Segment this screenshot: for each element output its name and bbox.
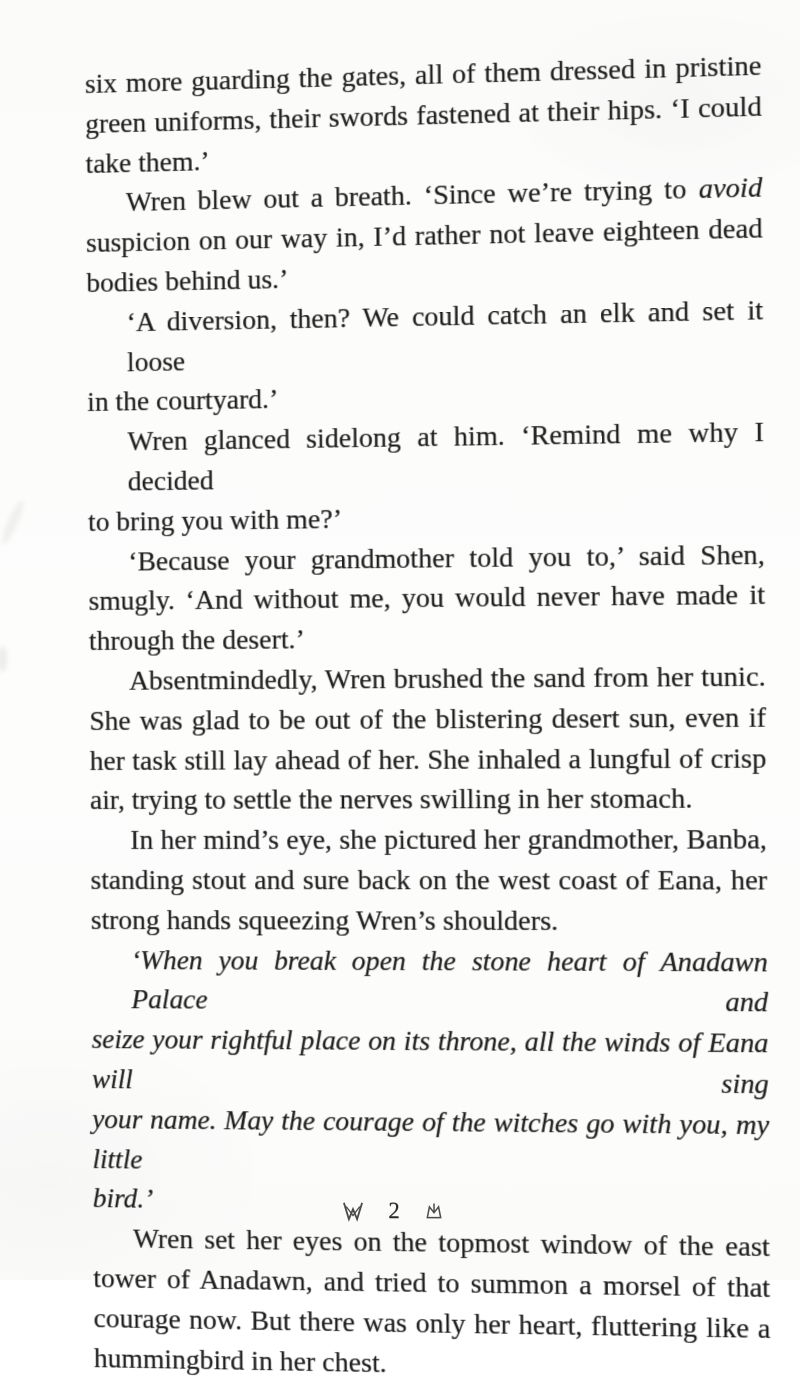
text-line: in the courtyard.’ [87,383,279,418]
text-line: Wren glanced sidelong at him. ‘Remind me why I decided [127,415,765,497]
text-line: six more guarding the gates, all of them dressed in pristine [84,49,762,100]
text-line: standing stout and sure back on the west coast of Eana, her [90,863,768,896]
text-line: to bring you with me?’ [87,502,342,537]
text-line: ‘When you break open the stone heart of Anadawn Palace and [130,943,769,1018]
page-number: 2 [388,1198,400,1223]
scan-smudge [0,498,27,546]
page-text [85,45,771,1389]
text-line: ‘Because your grandmother told you to,’ said Shen, [128,537,766,577]
text-line: She was glad to be out of the blistering desert sun, even if [89,700,767,736]
text-line: strong hands squeezing Wren’s shoulders. [90,903,559,936]
page-footer [0,1198,786,1224]
text-line: courage now. But there was only her heart, fluttering like a [93,1301,771,1344]
crown-ornament-right-icon [424,1201,444,1221]
text-line: your name. May the courage of the witches go with you, my little [92,1102,770,1175]
text-line: bodies behind us.’ [86,262,289,299]
text-line: tower of Anadawn, and tried to summon a morsel of that [93,1261,771,1304]
text-line: seize your rightful place on its throne, all the winds of Eana will sing [91,1023,769,1100]
text-line: bird.’ [92,1182,154,1215]
text-line: through the desert.’ [88,623,305,657]
text-line: her task still lay ahead of her. She inhaled a lungful of crisp [89,741,767,776]
text-line: take them.’ [85,144,210,179]
text-line: suspicion on our way in, I’d rather not leave eighteen dead [85,212,763,259]
text-line: ‘A diversion, then? We could catch an elk and set it loose [126,293,764,377]
text-line: hummingbird in her chest. [93,1341,387,1378]
text-line: air, trying to settle the nerves swilling in her stomach. [89,782,693,816]
crown-ornament-left-icon [342,1201,364,1221]
text-line: green uniforms, their swords fastened at their hips. ‘I could [85,89,762,139]
text-line: In her mind’s eye, she pictured her grandmother, Banba, [130,823,768,856]
text-line: Wren blew out a breath. ‘Since we’re trying to avoid [125,171,763,218]
text-line: smugly. ‘And without me, you would never have made it [88,578,766,617]
text-line: Absentmindedly, Wren brushed the sand from her tunic. [128,660,766,696]
scan-smudge [0,646,7,672]
text-line: Wren set her eyes on the topmost window of the east [132,1222,770,1263]
